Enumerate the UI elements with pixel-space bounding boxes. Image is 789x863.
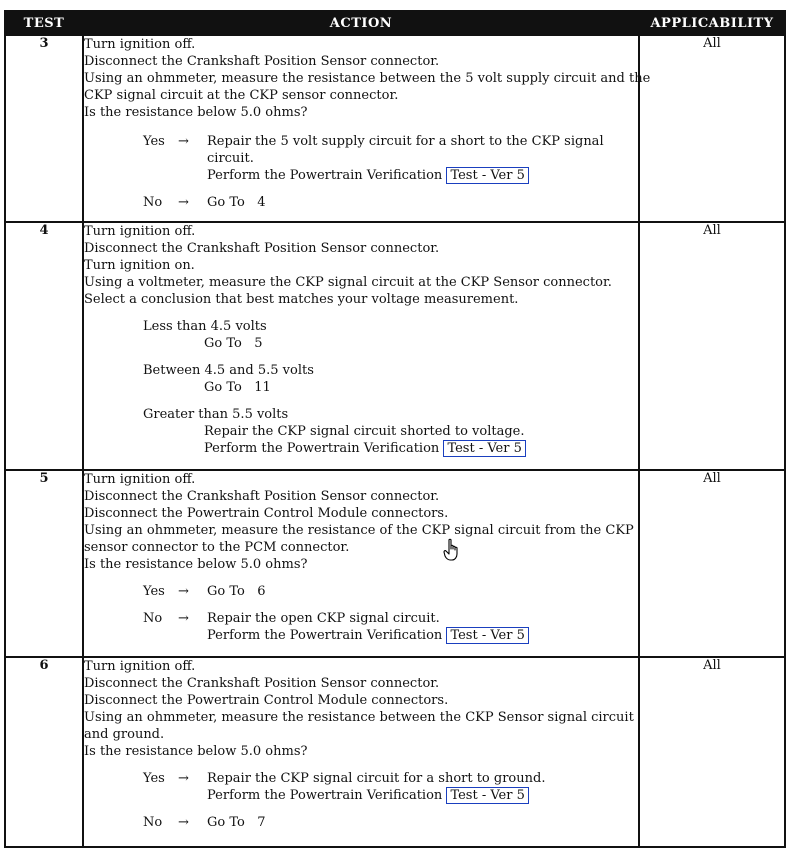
step-text: Disconnect the Crankshaft Position Sensor connector. xyxy=(84,676,440,691)
arrow-icon: → xyxy=(178,584,189,599)
diagnostic-table xyxy=(4,10,786,848)
test-ver-5-link[interactable]: Test - Ver 5 xyxy=(446,787,528,804)
step-text: Select a conclusion that best matches your voltage measurement. xyxy=(84,292,519,307)
arrow-icon: → xyxy=(178,611,189,626)
hand-cursor-icon xyxy=(443,538,461,562)
action-cell xyxy=(83,470,639,657)
arrow-icon: → xyxy=(178,771,189,786)
no-result: Go To 4 xyxy=(207,195,266,210)
measurement-label: Less than 4.5 volts xyxy=(143,319,267,334)
test-ver-5-link[interactable]: Test - Ver 5 xyxy=(446,627,528,644)
yes-label: Yes xyxy=(143,584,165,599)
table-row xyxy=(5,657,785,847)
step-text: Disconnect the Powertrain Control Module connectors. xyxy=(84,693,449,708)
step-text: and ground. xyxy=(84,727,165,742)
header-row xyxy=(5,11,785,35)
no-option xyxy=(143,194,638,211)
measurement-option xyxy=(143,318,638,352)
arrow-icon: → xyxy=(178,195,189,210)
table-row xyxy=(5,35,785,222)
step-text: Turn ignition off. xyxy=(84,472,196,487)
yes-result: Go To 6 xyxy=(207,584,266,599)
step-text: Turn ignition off. xyxy=(84,37,196,52)
test-number: 4 xyxy=(5,222,83,470)
step-text: Is the resistance below 5.0 ohms? xyxy=(84,557,308,572)
test-ver-5-link[interactable]: Test - Ver 5 xyxy=(443,440,525,457)
no-label: No xyxy=(143,195,163,210)
arrow-icon: → xyxy=(178,815,189,830)
yes-result: Repair the 5 volt supply circuit for a short to the CKP signal circuit. xyxy=(207,134,604,166)
header-action: ACTION xyxy=(83,11,639,35)
test-ver-5-link[interactable]: Test - Ver 5 xyxy=(446,167,528,184)
yes-option xyxy=(143,583,638,600)
test-number: 3 xyxy=(5,35,83,222)
no-result: Go To 7 xyxy=(207,815,266,830)
no-label: No xyxy=(143,815,163,830)
measurement-option xyxy=(143,406,638,457)
applicability-cell: All xyxy=(639,35,785,222)
verify-text: Perform the Powertrain Verification xyxy=(207,628,443,643)
no-result: Repair the open CKP signal circuit. xyxy=(207,611,440,626)
step-text: CKP signal circuit at the CKP sensor connector. xyxy=(84,88,399,103)
no-label: No xyxy=(143,611,163,626)
header-applicability: APPLICABILITY xyxy=(639,11,785,35)
step-text: Turn ignition off. xyxy=(84,659,196,674)
step-text: Disconnect the Powertrain Control Module connectors. xyxy=(84,506,449,521)
yes-option xyxy=(143,770,638,804)
verify-text: Perform the Powertrain Verification xyxy=(204,441,440,456)
arrow-icon: → xyxy=(178,134,189,149)
step-text: Using an ohmmeter, measure the resistance between the CKP Sensor signal circuit xyxy=(84,710,634,725)
action-cell xyxy=(83,35,651,222)
measurement-result: Repair the CKP signal circuit shorted to voltage. xyxy=(204,424,525,439)
header-test: TEST xyxy=(5,11,83,35)
step-text: Using a voltmeter, measure the CKP signal circuit at the CKP Sensor connector. xyxy=(84,275,612,290)
applicability-cell: All xyxy=(639,470,785,657)
verify-text: Perform the Powertrain Verification xyxy=(207,168,443,183)
verify-text: Perform the Powertrain Verification xyxy=(207,788,443,803)
step-text: Turn ignition on. xyxy=(84,258,195,273)
step-text: Is the resistance below 5.0 ohms? xyxy=(84,744,308,759)
step-text: Disconnect the Crankshaft Position Sensor connector. xyxy=(84,489,440,504)
measurement-label: Greater than 5.5 volts xyxy=(143,407,289,422)
action-cell xyxy=(83,222,639,470)
table-row xyxy=(5,470,785,657)
yes-label: Yes xyxy=(143,771,165,786)
applicability-cell: All xyxy=(639,222,785,470)
action-cell xyxy=(83,657,639,847)
measurement-result: Go To 11 xyxy=(204,380,271,395)
no-option xyxy=(143,610,638,644)
test-number: 5 xyxy=(5,470,83,657)
step-text: Using an ohmmeter, measure the resistance between the 5 volt supply circuit and the xyxy=(84,71,651,86)
table-row xyxy=(5,222,785,470)
yes-option xyxy=(143,133,638,184)
measurement-label: Between 4.5 and 5.5 volts xyxy=(143,363,314,378)
step-text: Using an ohmmeter, measure the resistance of the CKP signal circuit from the CKP xyxy=(84,523,634,538)
step-text: Disconnect the Crankshaft Position Sensor connector. xyxy=(84,54,440,69)
step-text: Disconnect the Crankshaft Position Sensor connector. xyxy=(84,241,440,256)
no-option xyxy=(143,814,638,831)
applicability-cell: All xyxy=(639,657,785,847)
step-text: Is the resistance below 5.0 ohms? xyxy=(84,105,308,120)
yes-result: Repair the CKP signal circuit for a short to ground. xyxy=(207,771,546,786)
test-number: 6 xyxy=(5,657,83,847)
step-text: sensor connector to the PCM connector. xyxy=(84,540,350,555)
measurement-option xyxy=(143,362,638,396)
yes-label: Yes xyxy=(143,134,165,149)
step-text: Turn ignition off. xyxy=(84,224,196,239)
measurement-result: Go To 5 xyxy=(204,336,263,351)
